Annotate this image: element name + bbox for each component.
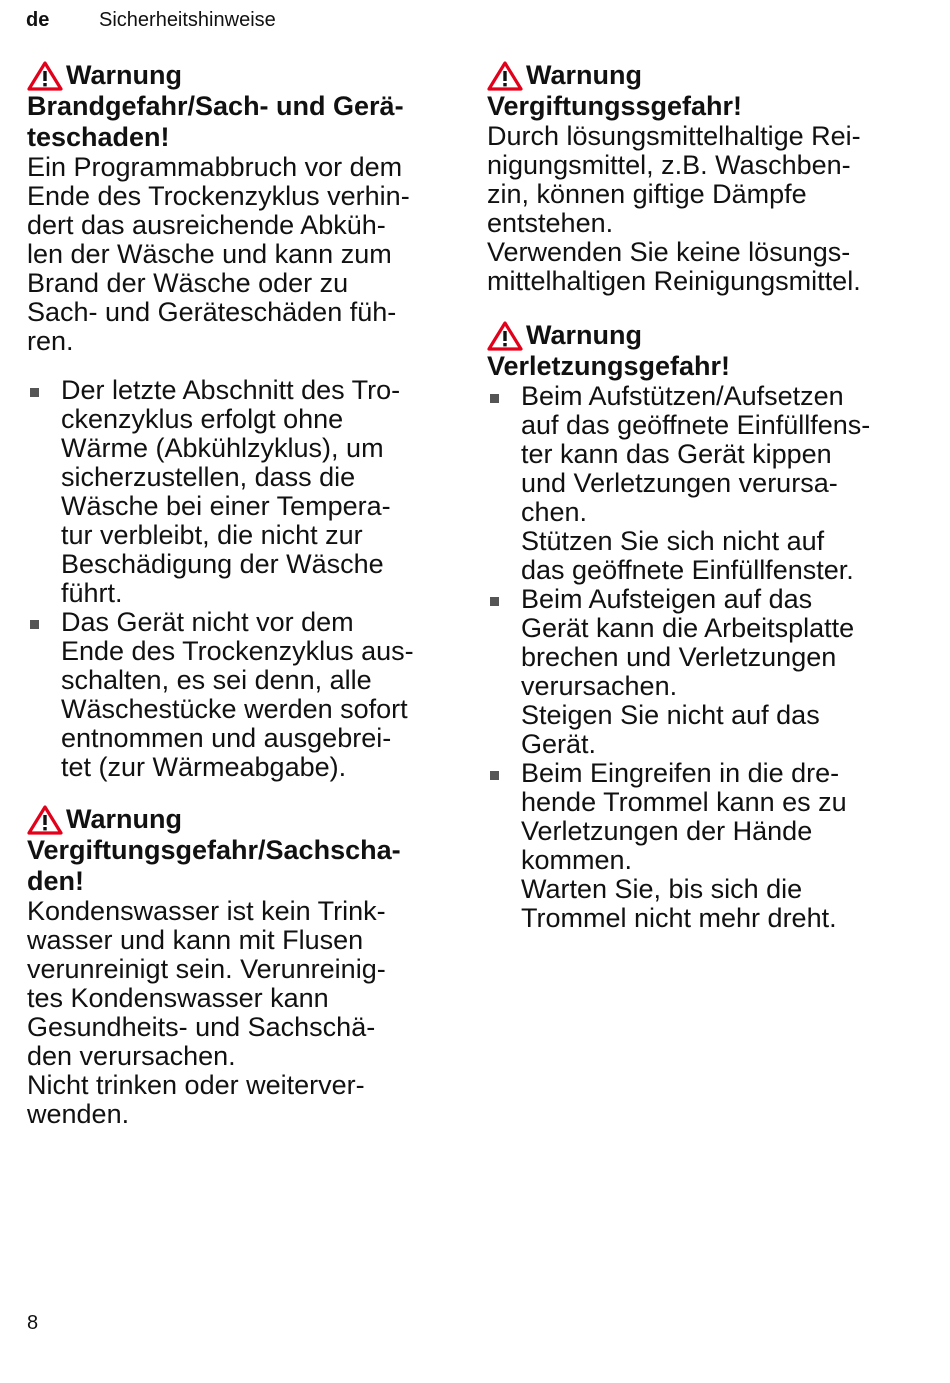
list-item: Das Gerät nicht vor dem Ende des Trockenzyklus aus- schalten, es sei denn, alle Wäschestücke werden sofort entnommen und ausgebrei- tet (zur Wärmeabgabe). bbox=[27, 608, 457, 782]
warning-injury bbox=[487, 320, 927, 933]
right-column bbox=[487, 60, 927, 950]
warning-heading bbox=[27, 804, 457, 835]
page-number: 8 bbox=[27, 1312, 39, 1334]
warning-text: Durch lösungsmittelhaltige Rei- nigungsmittel, z.B. Waschben- zin, können giftige Dämpfe entstehen. bbox=[487, 121, 861, 238]
warning-label: Warnung bbox=[66, 60, 182, 90]
list-item: Beim Aufsteigen auf das Gerät kann die Arbeitsplatte brechen und Verletzungen verursachen. Steigen Sie nicht auf das Gerät. bbox=[487, 585, 927, 759]
warning-label: Warnung bbox=[526, 60, 642, 90]
bullet-square-icon bbox=[490, 394, 499, 403]
warning-action: Verwenden Sie keine lösungs- mittelhaltigen Reinigungsmittel. bbox=[487, 237, 861, 296]
hazard-title: Brandgefahr/Sach- und Gerä- teschaden! bbox=[27, 91, 404, 152]
bullet-square-icon bbox=[490, 771, 499, 780]
list-item: Beim Aufstützen/Aufsetzen auf das geöffnete Einfüllfens- ter kann das Gerät kippen und Verletzungen verursa- chen. Stützen Sie sich nicht auf das geöffnete Einfüllfenster. bbox=[487, 382, 927, 585]
warning-poison bbox=[487, 60, 927, 296]
bullet-square-icon bbox=[30, 620, 39, 629]
warning-fire-hazard bbox=[27, 60, 457, 782]
warning-heading bbox=[487, 60, 927, 91]
bullet-square-icon bbox=[30, 388, 39, 397]
warning-heading bbox=[487, 320, 927, 351]
warning-label: Warnung bbox=[526, 320, 642, 350]
warning-heading bbox=[27, 60, 457, 91]
language-code: de bbox=[26, 9, 50, 31]
warning-action: Nicht trinken oder weiterver- wenden. bbox=[27, 1070, 365, 1129]
warning-poison-damage bbox=[27, 804, 457, 1129]
hazard-title: Vergiftungssgefahr! bbox=[487, 91, 743, 121]
hazard-title: Vergiftungsgefahr/Sachscha- den! bbox=[27, 835, 401, 896]
left-column bbox=[27, 60, 457, 1146]
warning-label: Warnung bbox=[66, 804, 182, 834]
bullet-square-icon bbox=[490, 597, 499, 606]
page-header bbox=[26, 7, 276, 33]
warning-triangle-icon bbox=[487, 320, 523, 351]
bullet-list bbox=[487, 382, 927, 933]
list-item: Beim Eingreifen in die dre- hende Trommel kann es zu Verletzungen der Hände kommen. Warten Sie, bis sich die Trommel nicht mehr dreht. bbox=[487, 759, 927, 933]
warning-triangle-icon bbox=[27, 804, 63, 835]
list-item: Der letzte Abschnitt des Tro- ckenzyklus erfolgt ohne Wärme (Abkühlzyklus), um sicherzustellen, dass die Wäsche bei einer Tempera- tur verbleibt, die nicht zur Beschädigung der Wäsche führt. bbox=[27, 376, 457, 608]
warning-text: Ein Programmabbruch vor dem Ende des Trockenzyklus verhin- dert das ausreichende Abküh- len der Wäsche und kann zum Brand der Wäsche oder zu Sach- und Geräteschäden füh- ren. bbox=[27, 152, 410, 356]
hazard-title: Verletzungsgefahr! bbox=[487, 351, 731, 381]
warning-text: Kondenswasser ist kein Trink- wasser und kann mit Flusen verunreinigt sein. Verunreinig- tes Kondenswasser kann Gesundheits- und Sachschä- den verursachen. bbox=[27, 896, 386, 1071]
warning-triangle-icon bbox=[27, 60, 63, 91]
bullet-list bbox=[27, 376, 457, 782]
warning-triangle-icon bbox=[487, 60, 523, 91]
section-title: Sicherheitshinweise bbox=[99, 9, 276, 31]
